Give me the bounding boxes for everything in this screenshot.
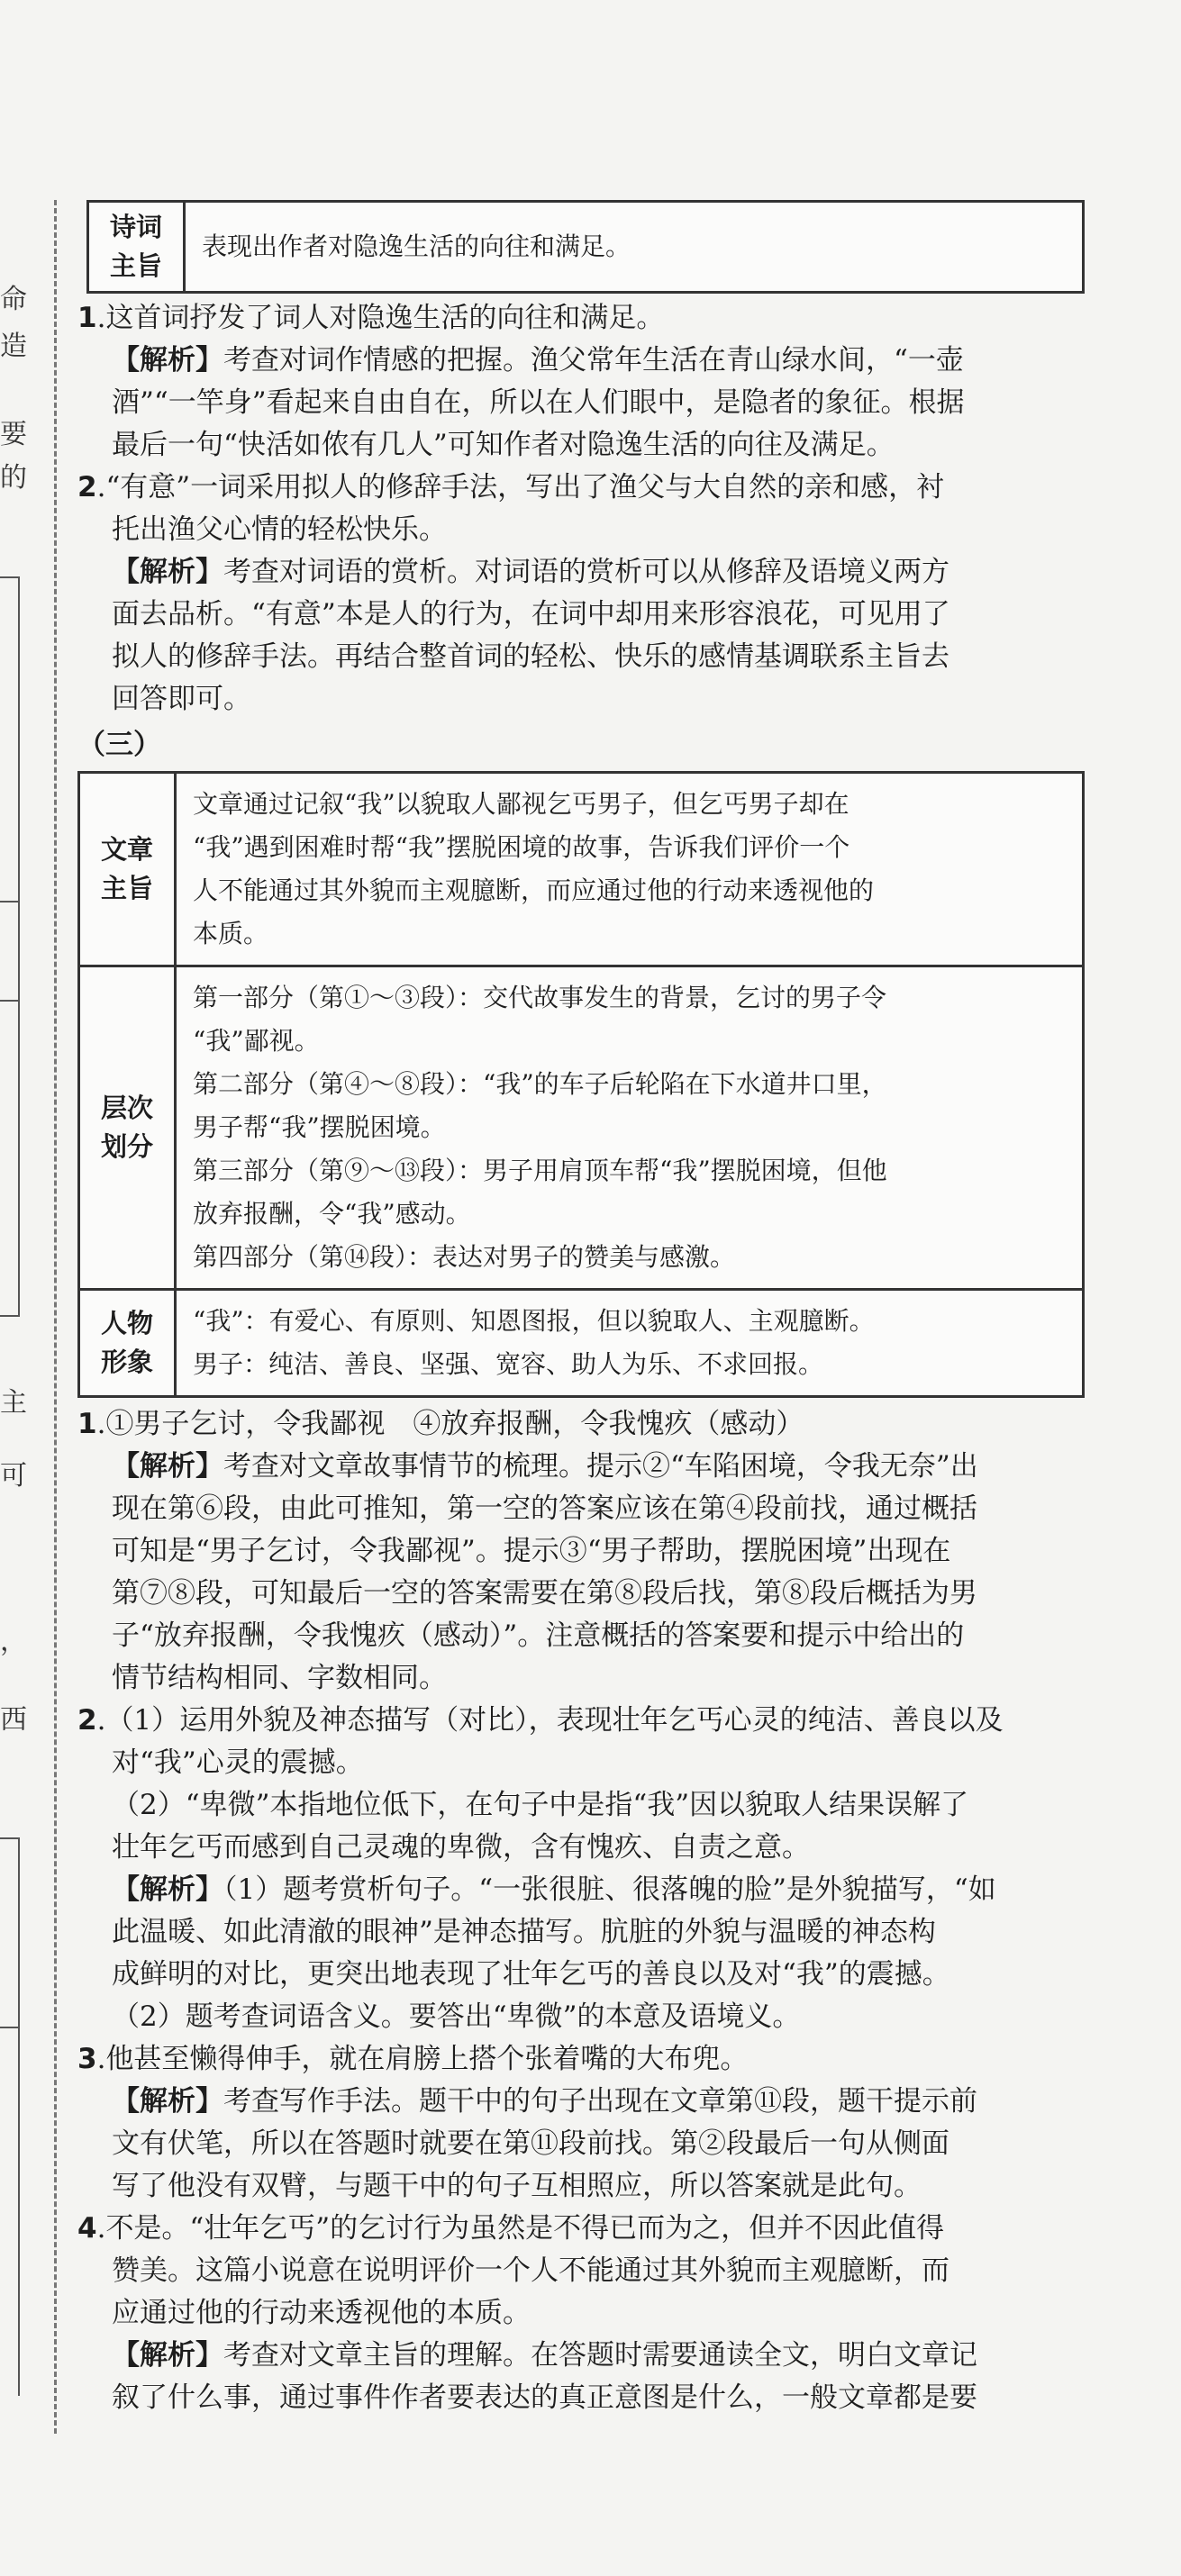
analysis-tag: 【解析】: [112, 344, 223, 376]
question-number: 1: [77, 1408, 97, 1440]
analysis-text: 此温暖、如此清澈的眼神”是神态描写。肮脏的外貌与温暖的神态构: [112, 1916, 936, 1948]
question-number: 4: [77, 2212, 97, 2245]
table-line: 人不能通过其外貌而主观臆断，而应通过他的行动来透视他的: [193, 875, 875, 905]
answer-text: 壮年乞丐而感到自己灵魂的卑微，含有愧疚、自责之意。: [112, 1831, 810, 1864]
margin-fragment: 的: [0, 462, 27, 494]
analysis-text: 叙了什么事，通过事件作者要表达的真正意图是什么，一般文章都是要: [112, 2381, 977, 2414]
analysis-tag: 【解析】: [112, 556, 223, 588]
analysis-text: 考查对词语的赏析。对词语的赏析可以从修辞及语境义两方: [223, 556, 949, 588]
analysis-line: [77, 382, 1085, 424]
analysis-line: [77, 594, 1085, 636]
table-line: “我”鄙视。: [193, 1026, 320, 1056]
analysis-text: 回答即可。: [112, 683, 251, 715]
answer-line: [77, 1784, 1085, 1827]
story-table-row: [79, 1290, 1084, 1397]
analysis-line: [77, 340, 1085, 382]
analysis-text: 酒”“一竿身”看起来自由自在，所以在人们眼中，是隐者的象征。根据: [112, 386, 965, 419]
margin-rule: [18, 1837, 20, 2396]
analysis-line: [77, 2081, 1085, 2123]
column-divider: [54, 200, 57, 2434]
story-table-row: [79, 773, 1084, 966]
poem-theme-header: [88, 202, 185, 293]
header-line: 文章: [100, 834, 153, 865]
analysis-text: 面去品析。“有意”本是人的行为，在词中却用来形容浪花，可见用了: [112, 598, 950, 630]
margin-rule: [0, 901, 20, 903]
story-table-content: [176, 966, 1084, 1290]
analysis-line: [77, 1657, 1085, 1700]
margin-fragment: 西: [0, 1704, 27, 1736]
poem-questions: [77, 297, 1085, 721]
poem-theme-table: [86, 200, 1085, 294]
analysis-text: 考查对文章主旨的理解。在答题时需要通读全文，明白文章记: [223, 2339, 977, 2372]
analysis-text: 成鲜明的对比，更突出地表现了壮年乞丐的善良以及对“我”的震撼。: [112, 1958, 950, 1991]
table-line: 文章通过记叙“我”以貌取人鄙视乞丐男子，但乞丐男子却在: [193, 789, 849, 819]
section-three-title: （三）: [77, 729, 161, 761]
analysis-line: [77, 2335, 1085, 2377]
question-number: 2: [77, 471, 97, 503]
header-line: 划分: [100, 1131, 153, 1162]
margin-fragment: ，: [0, 1626, 27, 1657]
analysis-line: [77, 551, 1085, 594]
story-table-content: [176, 773, 1084, 966]
analysis-tag: 【解析】: [112, 2339, 223, 2372]
analysis-line: [77, 1954, 1085, 1996]
story-table-content: [176, 1290, 1084, 1397]
answer-line: [77, 1827, 1085, 1869]
table-line: 第四部分（第⑭段）：表达对男子的赞美与感激。: [193, 1242, 736, 1272]
analysis-line: [77, 2165, 1085, 2208]
header-line: 诗词: [109, 212, 162, 242]
header-line: 层次: [100, 1093, 153, 1123]
margin-rule: [0, 1000, 20, 1002]
header-line: 形象: [100, 1347, 153, 1377]
analysis-line: [77, 678, 1085, 721]
answer-column: [77, 200, 1085, 2419]
question-number: 3: [77, 2043, 97, 2075]
margin-rule: [0, 1837, 20, 1839]
table-line: 男子帮“我”摆脱困境。: [193, 1112, 446, 1142]
answer-line: 2.“有意”一词采用拟人的修辞手法，写出了渔父与大自然的亲和感，衬: [77, 471, 945, 503]
table-line: 本质。: [193, 919, 269, 948]
analysis-text: 考查对文章故事情节的梳理。提示②“车陷困境，令我无奈”出: [223, 1450, 978, 1483]
analysis-line: [77, 636, 1085, 678]
story-questions: [77, 1403, 1085, 2419]
table-line: 放弃报酬，令“我”感动。: [193, 1199, 471, 1229]
question-block: [77, 1403, 1085, 1700]
answer-line: 1.这首词抒发了词人对隐逸生活的向往和满足。: [77, 302, 665, 334]
answer-line: [77, 1742, 1085, 1784]
analysis-text: 现在第⑥段，由此可推知，第一空的答案应该在第④段前找，通过概括: [112, 1492, 977, 1525]
story-table-header: [79, 773, 176, 966]
answer-text: 赞美。这篇小说意在说明评价一个人不能通过其外貌而主观臆断，而: [112, 2254, 949, 2287]
answer-text: 对“我”心灵的震撼。: [112, 1746, 364, 1779]
poem-theme-content: 表现出作者对隐逸生活的向往和满足。: [185, 202, 1084, 293]
analysis-line: [77, 1488, 1085, 1530]
story-table-row: [79, 966, 1084, 1290]
question-block: [77, 1700, 1085, 2038]
answer-line: 2.（1）运用外貌及神态描写（对比），表现壮年乞丐心灵的纯洁、善良以及: [77, 1704, 1004, 1737]
answer-text: 应通过他的行动来透视他的本质。: [112, 2297, 531, 2329]
answer-text: “有意”一词采用拟人的修辞手法，写出了渔父与大自然的亲和感，衬: [105, 471, 945, 503]
answer-text: ①男子乞讨，令我鄙视 ④放弃报酬，令我愧疚（感动）: [105, 1408, 804, 1440]
table-line: 男子：纯洁、善良、坚强、宽容、助人为乐、不求回报。: [193, 1349, 824, 1379]
story-table-header: [79, 1290, 176, 1397]
question-number: 2: [77, 1704, 97, 1737]
analysis-text: 可知是“男子乞讨，令我鄙视”。提示③“男子帮助，摆脱困境”出现在: [112, 1535, 951, 1567]
analysis-text: 拟人的修辞手法。再结合整首词的轻松、快乐的感情基调联系主旨去: [112, 640, 949, 673]
margin-fragment: 要: [0, 419, 27, 450]
answer-text: 托出渔父心情的轻松快乐。: [112, 513, 447, 546]
answer-text: 不是。“壮年乞丐”的乞讨行为虽然是不得已而为之，但并不因此值得: [105, 2212, 945, 2245]
analysis-tag: 【解析】: [112, 2085, 223, 2118]
analysis-line: [77, 2377, 1085, 2419]
analysis-line: [77, 1869, 1085, 1911]
answer-text: （2）“卑微”本指地位低下，在句子中是指“我”因以貌取人结果误解了: [112, 1789, 969, 1821]
question-block: [77, 2208, 1085, 2419]
analysis-text: 考查写作手法。题干中的句子出现在文章第⑪段，题干提示前: [223, 2085, 977, 2118]
story-analysis-table: [77, 771, 1085, 1398]
analysis-line: [77, 1530, 1085, 1573]
margin-rule: [0, 2027, 20, 2028]
answer-line: 1.①男子乞讨，令我鄙视 ④放弃报酬，令我愧疚（感动）: [77, 1408, 804, 1440]
analysis-line: [77, 1573, 1085, 1615]
question-block: [77, 2038, 1085, 2208]
analysis-text: 第⑦⑧段，可知最后一空的答案需要在第⑧段后找，第⑧段后概括为男: [112, 1577, 977, 1610]
table-line: 第一部分（第①～③段）：交代故事发生的背景，乞讨的男子令: [193, 983, 887, 1012]
analysis-text: 子“放弃报酬，令我愧疚（感动）”。注意概括的答案要和提示中给出的: [112, 1619, 965, 1652]
margin-rule: [0, 576, 20, 578]
analysis-text: 最后一句“快活如侬有几人”可知作者对隐逸生活的向往及满足。: [112, 429, 895, 461]
analysis-text: （2）题考查词语含义。要答出“卑微”的本意及语境义。: [112, 2000, 801, 2033]
question-number: 1: [77, 302, 97, 334]
table-line: 第二部分（第④～⑧段）：“我”的车子后轮陷在下水道井口里，: [193, 1069, 887, 1099]
answer-line: [77, 2250, 1085, 2292]
analysis-line: [77, 2123, 1085, 2165]
margin-fragment: 可: [0, 1460, 27, 1492]
story-table-header: [79, 966, 176, 1290]
analysis-line: [77, 424, 1085, 467]
answer-text: 这首词抒发了词人对隐逸生活的向往和满足。: [105, 302, 665, 334]
analysis-text: 情节结构相同、字数相同。: [112, 1662, 447, 1694]
answer-text: 他甚至懒得伸手，就在肩膀上搭个张着嘴的大布兜。: [105, 2043, 749, 2075]
analysis-tag: 【解析】: [112, 1450, 223, 1483]
analysis-line: [77, 1911, 1085, 1954]
analysis-line: [77, 1446, 1085, 1488]
answer-line: 3.他甚至懒得伸手，就在肩膀上搭个张着嘴的大布兜。: [77, 2043, 749, 2075]
table-line: “我”遇到困难时帮“我”摆脱困境的故事，告诉我们评价一个: [193, 832, 850, 862]
header-line: 主旨: [109, 250, 162, 281]
analysis-text: （1）题考赏析句子。“一张很脏、很落魄的脸”是外貌描写，“如: [223, 1873, 996, 1906]
analysis-tag: 【解析】: [112, 1873, 223, 1906]
margin-fragment: 命: [0, 284, 27, 315]
question-block: [77, 467, 1085, 721]
margin-rule: [18, 576, 20, 1315]
answer-line: [77, 509, 1085, 551]
question-block: [77, 297, 1085, 467]
answer-line: 4.不是。“壮年乞丐”的乞讨行为虽然是不得已而为之，但并不因此值得: [77, 2212, 945, 2245]
margin-fragment: 主: [0, 1387, 27, 1419]
margin-rule: [0, 1315, 20, 1317]
header-line: 主旨: [100, 873, 153, 903]
analysis-text: 考查对词作情感的把握。渔父常年生活在青山绿水间，“一壶: [223, 344, 964, 376]
margin-fragment: 造: [0, 331, 27, 362]
analysis-text: 文有伏笔，所以在答题时就要在第⑪段前找。第②段最后一句从侧面: [112, 2127, 949, 2160]
analysis-line: [77, 1996, 1085, 2038]
header-line: 人物: [100, 1308, 153, 1338]
table-line: 第三部分（第⑨～⑬段）：男子用肩顶车帮“我”摆脱困境，但他: [193, 1156, 887, 1185]
analysis-text: 写了他没有双臂，与题干中的句子互相照应，所以答案就是此句。: [112, 2170, 922, 2202]
analysis-line: [77, 1615, 1085, 1657]
answer-line: [77, 2292, 1085, 2335]
table-line: “我”：有爱心、有原则、知恩图报，但以貌取人、主观臆断。: [193, 1306, 875, 1336]
answer-text: （1）运用外貌及神态描写（对比），表现壮年乞丐心灵的纯洁、善良以及: [105, 1704, 1004, 1737]
